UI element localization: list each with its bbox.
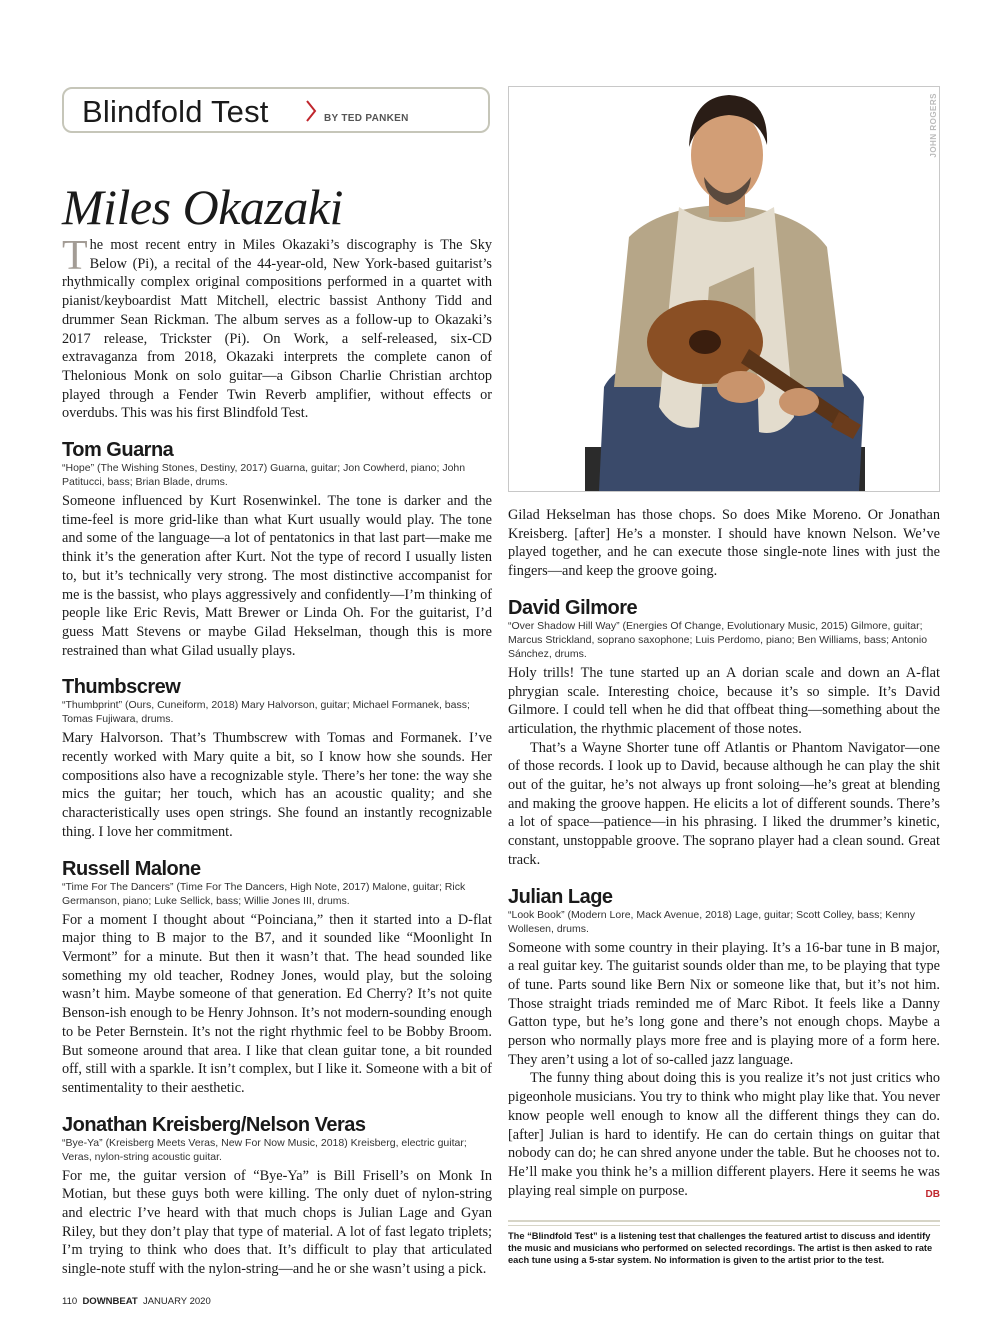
byline: BY TED PANKEN	[324, 113, 409, 124]
review-paragraph-text: The funny thing about doing this is you realize it’s not just critics who pigeonhole musicians. You try to think who might play like that. You never know people well enough to know all the different things they can do. [after] Julian is hard to identify. He can do certain things on guitar that nobody can do; he can shred anyone under the table. But he chooses not to. He’ll make you think he’s a million different players. Here it seems he was playing real simple on purpose.	[508, 1070, 940, 1199]
footnote-divider	[508, 1225, 940, 1226]
review-russell-malone	[62, 858, 492, 1098]
continuation-paragraph: Gilad Hekselman has those chops. So does Mike Moreno. Or Jonathan Kreisberg. [after] He’s a monster. I should have known Nelson. We’ve played together, and he can execute those single-note lines with just the fingers—and keep the groove going.	[508, 507, 940, 580]
review-paragraph: Holy trills! The tune started up an A dorian scale and down an A-flat phrygian scale. Interesting choice, because it’s so simple. It’s David Gilmore. I could tell when he did that offbeat thing—something about the articulation, the rhythmic placement of those notes.	[508, 664, 940, 737]
review-paragraph: For me, the guitar version of “Bye-Ya” is Bill Frisell’s on Monk In Motian, but these guys both were killing. The only duet of nylon-string and electric I’ve heard with that much chops is Julian Lage and Gyan Riley, but they don’t play that type of material. A lot of fast legato triplets; I’m trying to think who does that. It’s difficult to play that articulated single-note stuff with the nylon-string—and he or she wasn’t using a pick.	[62, 1167, 492, 1278]
intro-text: he most recent entry in Miles Okazaki’s discography is The Sky Below (Pi), a recital of the 44-year-old, New York-based guitarist’s rhythmically complex original compositions performed in a quartet with pianist/keyboardist Matt Mitchell, electric bassist Anthony Tidd and drummer Sean Rickman. The album serves as a follow-up to Okazaki’s 2017 release, Trickster (Pi). On Work, a self-released, six-CD extravaganza from 2018, Okazaki interprets the complete canon of Thelonious Monk on solo guitar—a Gibson Charlie Christian archtop played through a Fender Twin Reverb amplifier, without effects or overdubs. This was his first Blindfold Test.	[62, 237, 492, 422]
page-footer	[62, 1296, 211, 1307]
issue-date: JANUARY 2020	[142, 1296, 211, 1307]
track-credits: “Bye-Ya” (Kreisberg Meets Veras, New For Now Music, 2018) Kreisberg, electric guitar; Veras, nylon-string acoustic guitar.	[62, 1136, 467, 1163]
track-credits: “Time For The Dancers” (Time For The Dancers, High Note, 2017) Malone, guitar; Rick Germanson, piano; Luke Sellick, bass; Willie Jones III, drums.	[62, 880, 466, 907]
chevron-right-icon	[304, 97, 318, 125]
intro-paragraph	[62, 233, 492, 423]
track-credits: “Hope” (The Wishing Stones, Destiny, 2017) Guarna, guitar; Jon Cowherd, piano; John Patitucci, bass; Brian Blade, drums.	[62, 462, 466, 489]
photo-caption: Miles Okazaki	[512, 478, 578, 489]
footnote-divider	[508, 1220, 940, 1222]
right-column	[508, 506, 940, 1204]
page-number: 110	[62, 1296, 78, 1307]
artist-heading: Jonathan Kreisberg/Nelson Veras	[62, 1113, 366, 1136]
track-credits: “Thumbprint” (Ours, Cuneiform, 2018) Mary Halvorson, guitar; Michael Formanek, bass; Tomas Fujiwara, drums.	[62, 699, 470, 726]
photo-illustration	[509, 87, 939, 491]
review-julian-lage	[508, 886, 940, 1201]
review-paragraph: Mary Halvorson. That’s Thumbscrew with Tomas and Formanek. I’ve recently worked with Mary quite a bit, so I know how she sounds. Her compositions also have a recognizable style. There’s her tone: the way she mics the guitar; her touch, which has an acoustic quality; and she characteristically uses open strings. She found an instantly recognizable thing. I love her commitment.	[62, 730, 492, 840]
review-paragraph	[508, 1069, 940, 1200]
review-tom-guarna	[62, 439, 492, 660]
review-paragraph: Someone with some country in their playing. It’s a 16-bar tune in B major, a real guitar key. The guitarist sounds older than me, to be playing that type of tune. Parts sound like Bern Nix or someone like that, but it’s not him. Those straight triads reminded me of Marc Ribot. It feels like a Danny Gatton type, but he’s long gone and there’s not enough chops. Maybe a person who normally plays more free and is playing more of a form here. They aren’t using a lot of so-called jazz language.	[508, 939, 940, 1068]
page-title: Miles Okazaki	[62, 179, 343, 235]
magazine-name: DOWNBEAT	[82, 1296, 138, 1307]
section-header	[62, 87, 490, 133]
review-kreisberg-veras	[62, 1114, 492, 1279]
review-paragraph: For a moment I thought about “Poinciana,” then it started into a D-flat major thing to B major to the B7, and it sounded like “Moonlight In Vermont” for a minute. But then it wasn’t that. The head sounded like something my old teacher, Rodney Jones, would play, but the soloing wasn’t him. Maybe someone of that generation. Ed Cherry? It’s not quite Benson-ish enough to be Henry Johnson. It’s not modern-sounding enough to be Peter Bernstein. It’s not the right rhythmic feel to be Bobby Broom. But someone around that area. I like that clean guitar tone, a bit rounded off, still with a sparkle. It isn’t complex, but I like it. Someone with a bit of sentimentality to their aesthetic.	[62, 911, 492, 1096]
track-credits: “Over Shadow Hill Way” (Energies Of Change, Evolutionary Music, 2015) Gilmore, guitar; Marcus Strickland, soprano saxophone; Luis Perdomo, piano; Ben Williams, bass; Antonio Sánchez, drums.	[508, 619, 928, 660]
review-david-gilmore	[508, 597, 940, 870]
review-paragraph: That’s a Wayne Shorter tune off Atlantis or Phantom Navigator—one of those records. I look up to David, because although he can play the shit out of the guitar, he’s not always up front soloing—he’s great at blending and making the groove happen. He elicits a lot of different sounds. There’s a lot of space—patience—in his phrasing. I liked the drummer’s kinetic, constant, unstoppable groove. The soprano player had a clean sound. Great track.	[508, 739, 940, 868]
footnote: The “Blindfold Test” is a listening test that challenges the featured artist to discuss and identify the music and musicians who performed on selected recordings. The artist is then asked to rate each tune using a 5-star system. No information is given to the artist prior to the test.	[508, 1231, 933, 1265]
track-credits: “Look Book” (Modern Lore, Mack Avenue, 2018) Lage, guitar; Scott Colley, bass; Kenny Wollesen, drums.	[508, 908, 916, 935]
review-thumbscrew	[62, 676, 492, 841]
photo-credit: JOHN ROGERS	[929, 93, 938, 158]
drop-cap: T	[62, 233, 88, 279]
review-paragraph: Someone influenced by Kurt Rosenwinkel. The tone is darker and the time-feel is more grid-like than what Kurt usually would play. The tone and some of the language—a lot of pentatonics in that last part—make me think it’s the generation after Kurt. Not the type of record I usually listen to, but it’s technically very strong. The most distinctive accompanist for me is the bassist, who plays aggressively and confidently—I’m thinking of people like Eric Revis, Matt Brewer or Linda Oh. For the guitarist, I’d guess Matt Stevens or maybe Gilad Hekselman, though this is more restrained than what Gilad usually plays.	[62, 493, 492, 659]
end-mark: DB	[925, 1188, 940, 1200]
left-column	[62, 233, 492, 1279]
artist-heading: Thumbscrew	[62, 676, 181, 699]
artist-heading: Julian Lage	[508, 885, 613, 908]
artist-photo	[508, 86, 940, 492]
artist-heading: Tom Guarna	[62, 439, 174, 462]
artist-heading: Russell Malone	[62, 857, 201, 880]
section-title: Blindfold Test	[82, 94, 269, 129]
artist-heading: David Gilmore	[508, 596, 638, 619]
